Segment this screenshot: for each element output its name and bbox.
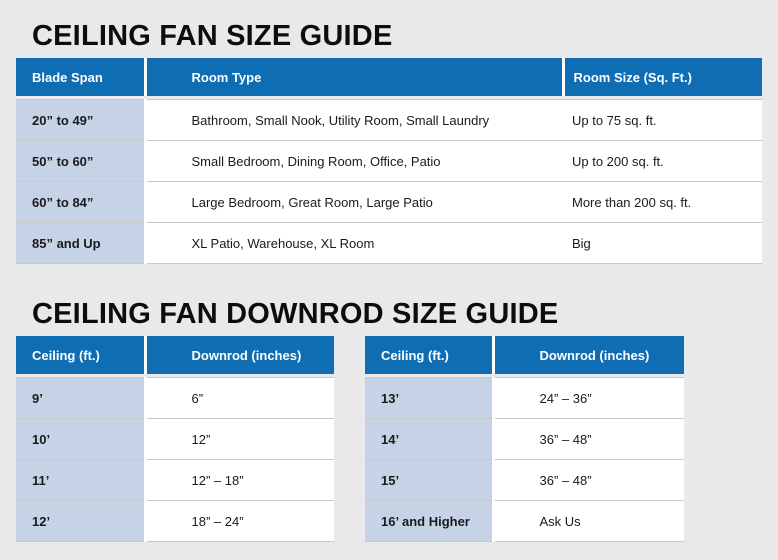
downrod-cell: 12” – 18” [145, 460, 334, 501]
table-header-row [365, 336, 684, 374]
downrod-table-right [365, 336, 684, 542]
downrod-table-left [16, 336, 334, 542]
blade-span-cell: 20” to 49” [16, 100, 145, 141]
ceiling-cell: 10’ [16, 419, 145, 460]
downrod-cell: Ask Us [493, 501, 684, 542]
table-row [16, 223, 762, 264]
header-ceiling: Ceiling (ft.) [365, 336, 493, 374]
table-row [365, 501, 684, 542]
table-row [365, 460, 684, 501]
header-blade-span: Blade Span [16, 58, 145, 96]
downrod-cell: 18” – 24” [145, 501, 334, 542]
room-type-cell: XL Patio, Warehouse, XL Room [145, 223, 563, 264]
room-size-cell: More than 200 sq. ft. [563, 182, 762, 223]
ceiling-cell: 15’ [365, 460, 493, 501]
downrod-cell: 24” – 36” [493, 378, 684, 419]
ceiling-cell: 12’ [16, 501, 145, 542]
table-row [365, 378, 684, 419]
header-downrod: Downrod (inches) [145, 336, 334, 374]
downrod-cell: 36” – 48” [493, 419, 684, 460]
table-row [16, 141, 762, 182]
room-type-cell: Bathroom, Small Nook, Utility Room, Small Laundry [145, 100, 563, 141]
ceiling-cell: 14’ [365, 419, 493, 460]
ceiling-cell: 13’ [365, 378, 493, 419]
table-row [16, 419, 334, 460]
room-type-cell: Large Bedroom, Great Room, Large Patio [145, 182, 563, 223]
table-row [16, 460, 334, 501]
room-size-cell: Up to 75 sq. ft. [563, 100, 762, 141]
blade-span-cell: 50” to 60” [16, 141, 145, 182]
downrod-guide-title: CEILING FAN DOWNROD SIZE GUIDE [32, 298, 559, 330]
ceiling-cell: 11’ [16, 460, 145, 501]
downrod-cell: 6” [145, 378, 334, 419]
room-type-cell: Small Bedroom, Dining Room, Office, Patio [145, 141, 563, 182]
size-guide-table [16, 58, 762, 264]
blade-span-cell: 85” and Up [16, 223, 145, 264]
table-row [16, 182, 762, 223]
size-guide-title: CEILING FAN SIZE GUIDE [32, 20, 393, 52]
ceiling-cell: 16’ and Higher [365, 501, 493, 542]
header-ceiling: Ceiling (ft.) [16, 336, 145, 374]
table-row [16, 378, 334, 419]
table-header-row [16, 336, 334, 374]
table-header-row [16, 58, 762, 96]
table-row [16, 501, 334, 542]
room-size-cell: Up to 200 sq. ft. [563, 141, 762, 182]
blade-span-cell: 60” to 84” [16, 182, 145, 223]
header-downrod: Downrod (inches) [493, 336, 684, 374]
table-row [16, 100, 762, 141]
room-size-cell: Big [563, 223, 762, 264]
downrod-cell: 12” [145, 419, 334, 460]
ceiling-cell: 9’ [16, 378, 145, 419]
downrod-cell: 36” – 48” [493, 460, 684, 501]
table-row [365, 419, 684, 460]
header-room-type: Room Type [145, 58, 563, 96]
header-room-size: Room Size (Sq. Ft.) [563, 58, 762, 96]
